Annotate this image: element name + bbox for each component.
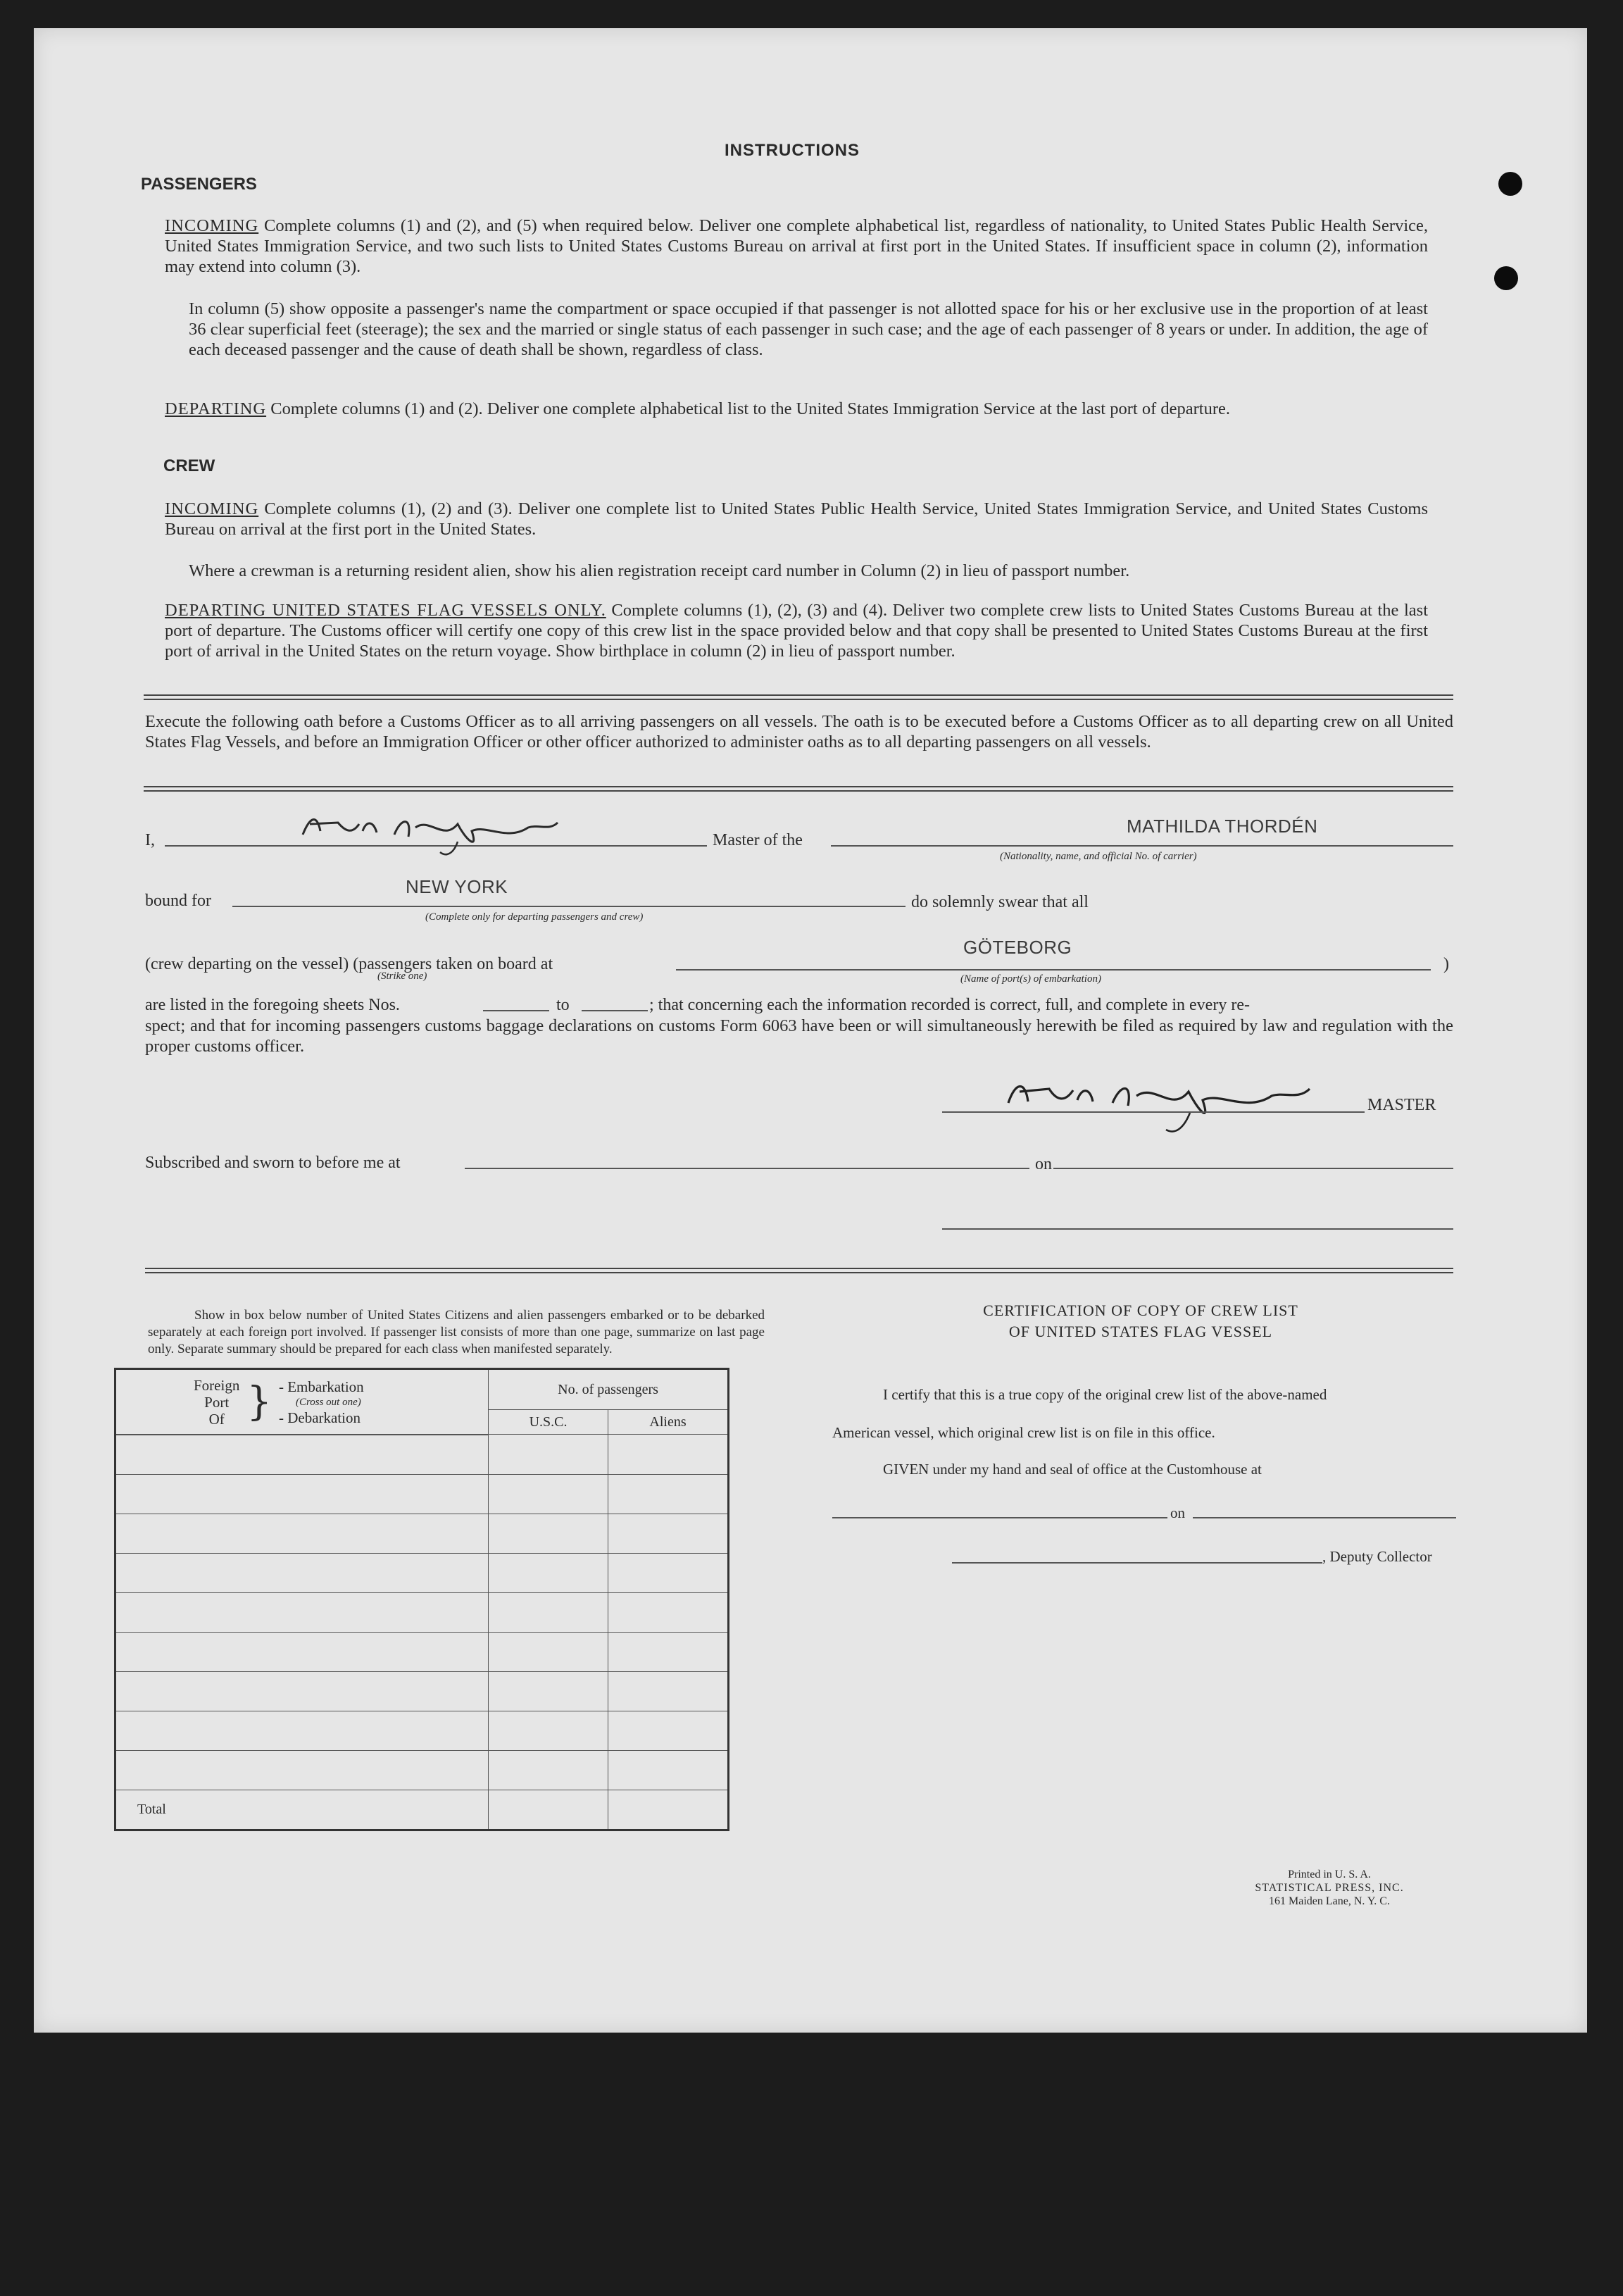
passengers-departing-text: Complete columns (1) and (2). Deliver one complete alphabetical list to the United States Immigration Service at the last port of departure. <box>270 399 1230 418</box>
printer-imprint <box>1211 1868 1448 1908</box>
printer-line2: STATISTICAL PRESS, INC. <box>1255 1882 1404 1894</box>
crew-incoming-text: Complete columns (1), (2) and (3). Deliver one complete list to United States Public Health Service, United States Immigration Service, and United States Customs Bureau on arrival at the first port in the United States. <box>165 499 1428 539</box>
foreign-port-header <box>115 1369 489 1435</box>
section-divider <box>145 1268 1453 1273</box>
sheets-text-b: ; that concerning each the information recorded is correct, full, and complete in every re- <box>649 996 1250 1014</box>
usc-cell[interactable] <box>489 1435 608 1475</box>
aliens-cell[interactable] <box>608 1514 729 1553</box>
passenger-summary-table <box>114 1368 729 1831</box>
customhouse-line[interactable] <box>832 1517 1167 1518</box>
sheets-text-a: are listed in the foregoing sheets Nos. <box>145 996 400 1014</box>
bound-for-label: bound for <box>145 892 211 910</box>
total-row <box>115 1790 729 1830</box>
of-label: Of <box>208 1411 225 1428</box>
crew-departing-text: (crew departing on the vessel) (passengers taken on board at <box>145 955 553 973</box>
table-row <box>115 1711 729 1750</box>
aliens-cell[interactable] <box>608 1474 729 1514</box>
column5-paragraph: In column (5) show opposite a passenger's name the compartment or space occupied if that passenger is not allotted space for his or her exclusive use in the proportion of at least 36 clear superficial feet (steerage); the sex and the married or single status of each passenger in such case; and the age of each passenger of 8 years or under. In addition, the age of each deceased passenger and the cause of death shall be shown, regardless of class. <box>189 299 1428 359</box>
deputy-collector-line[interactable] <box>952 1562 1322 1564</box>
crew-incoming-paragraph <box>165 499 1428 539</box>
sheet-from-line[interactable] <box>483 1010 549 1011</box>
certify-line1: I certify that this is a true copy of the original crew list of the above-named <box>883 1386 1327 1403</box>
certification-on-label: on <box>1170 1504 1185 1521</box>
master-signature-handwritten <box>296 803 563 859</box>
subscribed-on-label: on <box>1035 1155 1052 1173</box>
port-cell[interactable] <box>115 1632 489 1671</box>
crew-departing-label: DEPARTING UNITED STATES FLAG VESSELS ONLY. <box>165 601 606 620</box>
passengers-incoming-text: Complete columns (1) and (2), and (5) when required below. Deliver one complete alphabetical list, regardless of nationality, to United States Public Health Service, United States Immigration Service, and two such lists to United States Customs Bureau on arrival at first port in the United States. If insufficient space in column (2), information may extend into column (3). <box>165 216 1429 276</box>
aliens-cell[interactable] <box>608 1592 729 1632</box>
officer-signature-line[interactable] <box>942 1228 1453 1230</box>
usc-total-cell[interactable] <box>489 1790 608 1830</box>
certification-title <box>831 1300 1450 1342</box>
table-row <box>115 1592 729 1632</box>
port-cell[interactable] <box>115 1435 489 1475</box>
master-label: MASTER <box>1367 1096 1436 1114</box>
printer-line1: Printed in U. S. A. <box>1288 1868 1371 1880</box>
port-cell[interactable] <box>115 1671 489 1711</box>
certification-title-line2: OF UNITED STATES FLAG VESSEL <box>1008 1323 1273 1340</box>
table-row <box>115 1553 729 1592</box>
punch-hole <box>1494 266 1518 290</box>
bound-for-line[interactable] <box>232 906 906 907</box>
summary-instructions: Show in box below number of United States Citizens and alien passengers embarked or to be debarked separately at each foreign port involved. If passenger list consists of more than one page, summarize on last page only. Separate summary should be prepared for each class when manifested separately. <box>148 1308 765 1356</box>
usc-cell[interactable] <box>489 1750 608 1790</box>
table-row <box>115 1474 729 1514</box>
certify-line2: American vessel, which original crew list is on file in this office. <box>832 1424 1215 1441</box>
usc-cell[interactable] <box>489 1553 608 1592</box>
master-signature-handwritten <box>1000 1068 1338 1138</box>
embarkation-label: - Embarkation <box>278 1378 364 1395</box>
crew-heading: CREW <box>163 456 215 475</box>
aliens-total-cell[interactable] <box>608 1790 729 1830</box>
port-cell[interactable] <box>115 1553 489 1592</box>
aliens-cell[interactable] <box>608 1632 729 1671</box>
sheets-text-c: spect; and that for incoming passengers customs baggage declarations on customs Form 6063 have been or will simultaneously herewith be filed as required by law and regulation with the proper customs officer. <box>145 1016 1453 1056</box>
master-signature-line[interactable] <box>942 1111 1365 1113</box>
usc-cell[interactable] <box>489 1711 608 1750</box>
table-row <box>115 1750 729 1790</box>
vessel-caption: (Nationality, name, and official No. of carrier) <box>1000 851 1197 862</box>
table-row <box>115 1435 729 1475</box>
subscribed-label: Subscribed and sworn to before me at <box>145 1154 401 1172</box>
passengers-heading: PASSENGERS <box>141 175 257 194</box>
aliens-cell[interactable] <box>608 1671 729 1711</box>
crew-departing-text: Complete columns (1), (2), (3) and (4). Deliver two complete crew lists to United States Customs Bureau at the last port of departure. The Customs officer will certify one copy of this crew list in the space provided below and that copy shall be presented to United States Customs Bureau at the first port of arrival in the United States on the return voyage. Show birthplace in column (2) in lieu of passport number. <box>165 601 1428 661</box>
i-label: I, <box>145 831 155 849</box>
total-label: Total <box>115 1790 489 1830</box>
punch-hole <box>1498 172 1522 196</box>
no-passengers-header: No. of passengers <box>489 1369 729 1410</box>
usc-cell[interactable] <box>489 1592 608 1632</box>
table-row <box>115 1632 729 1671</box>
subscribed-date-line[interactable] <box>1053 1168 1453 1169</box>
vessel-line[interactable] <box>831 845 1453 847</box>
port-cell[interactable] <box>115 1592 489 1632</box>
aliens-cell[interactable] <box>608 1553 729 1592</box>
strike-one-caption: (Strike one) <box>377 971 427 982</box>
table-row <box>115 1514 729 1553</box>
crew-resident-paragraph: Where a crewman is a returning resident alien, show his alien registration receipt card number in Column (2) in lieu of passport number. <box>189 561 1130 580</box>
passengers-incoming-label: INCOMING <box>165 216 259 235</box>
aliens-header: Aliens <box>608 1410 729 1435</box>
section-divider <box>144 786 1453 792</box>
certification-title-line1: CERTIFICATION OF COPY OF CREW LIST <box>983 1302 1298 1319</box>
passengers-departing-label: DEPARTING <box>165 399 267 418</box>
vessel-name-value: MATHILDA THORDÉN <box>1127 816 1318 837</box>
brace-icon: } <box>246 1379 272 1425</box>
usc-cell[interactable] <box>489 1514 608 1553</box>
usc-cell[interactable] <box>489 1671 608 1711</box>
port-cell[interactable] <box>115 1514 489 1553</box>
sheet-to-line[interactable] <box>582 1010 648 1011</box>
subscribed-place-line[interactable] <box>465 1168 1029 1169</box>
table-row <box>115 1671 729 1711</box>
bound-caption: (Complete only for departing passengers and crew) <box>425 911 644 923</box>
oath-intro: Execute the following oath before a Customs Officer as to all arriving passengers on all vessels. The oath is to be executed before a Customs Officer as to all departing crew on all United States Flag Vessels, and before an Immigration Officer or other officer authorized to administer oaths as to all departing passengers on all vessels. <box>145 712 1453 751</box>
deputy-collector-label: , Deputy Collector <box>1322 1548 1432 1565</box>
port-cell[interactable] <box>115 1474 489 1514</box>
section-divider <box>144 694 1453 700</box>
close-paren: ) <box>1443 955 1449 973</box>
aliens-cell[interactable] <box>608 1711 729 1750</box>
passengers-incoming-paragraph <box>165 216 1428 277</box>
given-text: GIVEN under my hand and seal of office at the Customhouse at <box>883 1461 1262 1478</box>
usc-header: U.S.C. <box>489 1410 608 1435</box>
crew-incoming-label: INCOMING <box>165 499 259 518</box>
aliens-cell[interactable] <box>608 1435 729 1475</box>
foreign-label: Foreign <box>194 1377 240 1394</box>
aliens-cell[interactable] <box>608 1750 729 1790</box>
debarkation-label: - Debarkation <box>278 1409 361 1426</box>
port-line[interactable] <box>676 969 1431 971</box>
sheets-to-label: to <box>556 996 570 1014</box>
cross-out-caption: (Cross out one) <box>295 1397 361 1408</box>
port-cell[interactable] <box>115 1750 489 1790</box>
port-label: Port <box>204 1394 230 1411</box>
master-of-the-label: Master of the <box>713 831 803 849</box>
passengers-departing-paragraph <box>165 399 1428 419</box>
port-value: GÖTEBORG <box>963 937 1072 958</box>
bound-for-value: NEW YORK <box>406 876 508 897</box>
usc-cell[interactable] <box>489 1632 608 1671</box>
crew-departing-paragraph <box>165 600 1428 661</box>
certification-date-line[interactable] <box>1193 1517 1456 1518</box>
printer-line3: 161 Maiden Lane, N. Y. C. <box>1269 1895 1390 1907</box>
port-caption: (Name of port(s) of embarkation) <box>960 973 1101 985</box>
usc-cell[interactable] <box>489 1474 608 1514</box>
instructions-title: INSTRUCTIONS <box>725 141 860 160</box>
swear-text: do solemnly swear that all <box>911 893 1089 911</box>
port-cell[interactable] <box>115 1711 489 1750</box>
